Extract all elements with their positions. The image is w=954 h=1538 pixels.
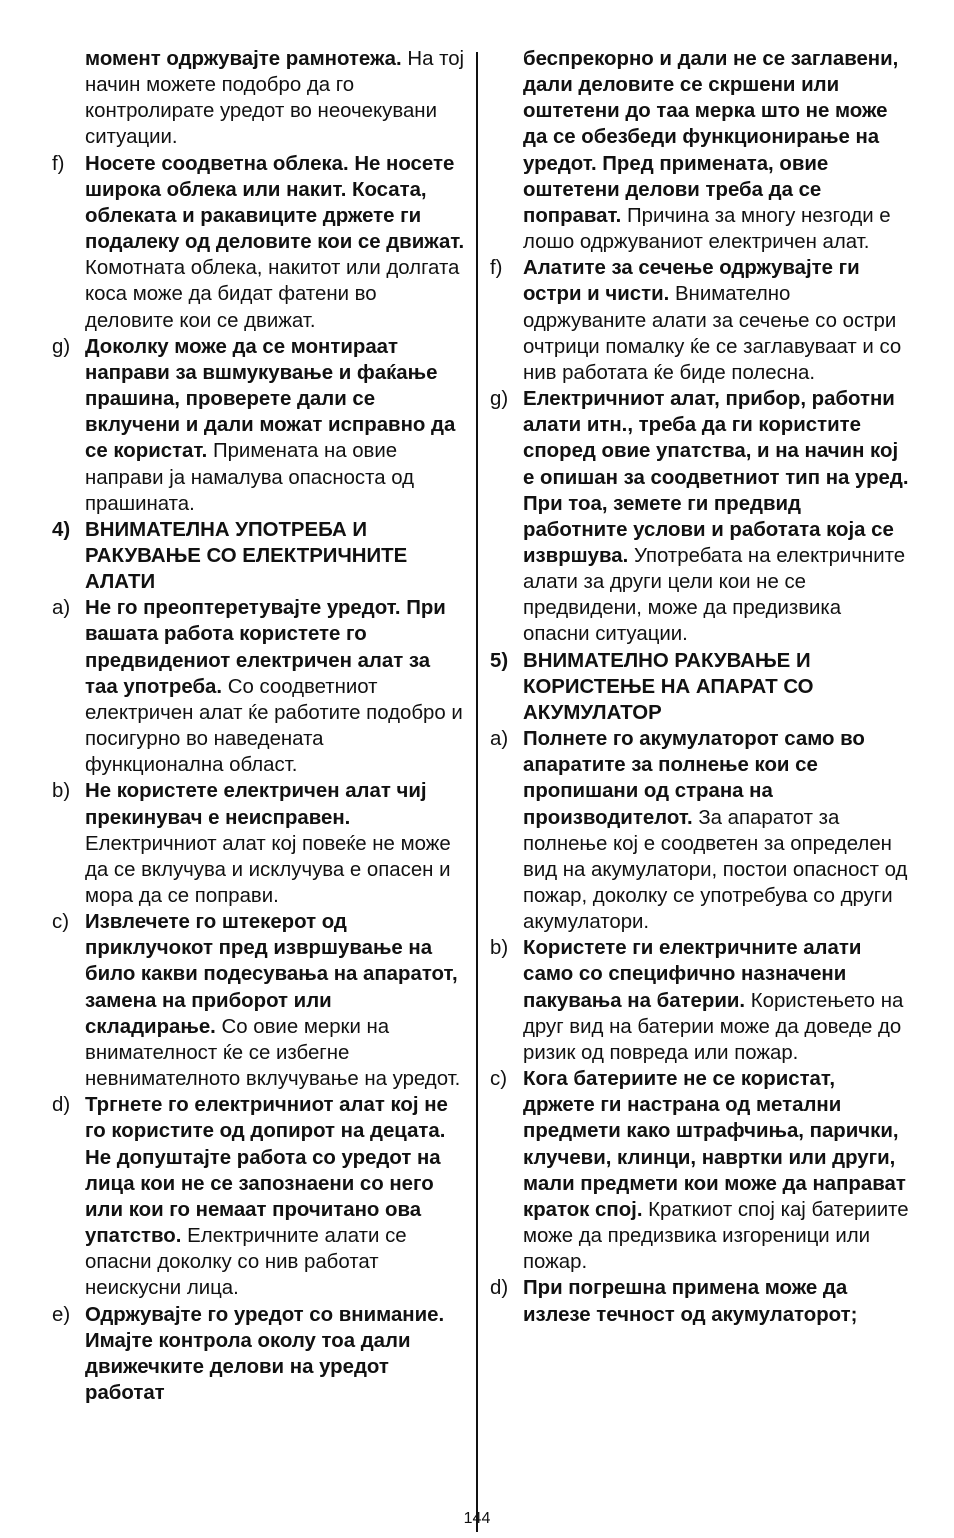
page-number: 144: [463, 1510, 491, 1527]
item-bold-text: При погрешна примена може да излезе течност од акумулаторот;: [523, 1277, 858, 1326]
item-text: Електричните алати се опасни доколку со нив работат неискусни лица.: [85, 1225, 407, 1300]
item-bold-text: Тргнете го електричниот алат кој не го користите од допирот на децата. Не допуштајте работа со уредот на лица кои не се запознаени со него или кои го немаат прочитано ова упатство.: [85, 1094, 448, 1248]
item-bold-text: Доколку може да се монтираат направи за вшмукување и фаќање прашина, проверете дали се вклучени и дали можат исправно да се користат.: [85, 335, 456, 463]
item-label: a): [490, 728, 509, 751]
item-bold-text: Не го преоптеретувајте уредот. При вашата работа користете го предвидениот електричен алат за таа употреба.: [85, 597, 446, 698]
item-text: Комотната облека, накитот или долгата коса може да бидат фатени во деловите кои се движат.: [85, 257, 460, 332]
item-bold-text: Одржувајте го уредот со внимание. Имајте контрола околу тоа дали движечките делови на уредот работат: [85, 1303, 445, 1404]
section-title: ВНИМАТЕЛНО РАКУВАЊЕ И КОРИСТЕЊЕ НА АПАРАТ СО АКУМУЛАТОР: [523, 649, 814, 724]
item-label: f): [52, 152, 65, 175]
section-number: 5): [490, 649, 509, 672]
item-label: d): [490, 1277, 509, 1300]
item-text: Со овие мерки на внимателност ќе се избегне невнимателното вклучување на уредот.: [85, 1015, 461, 1091]
item-bold-text: Не користете електричен алат чиј прекинувач е неисправен.: [85, 780, 427, 829]
item-label: f): [490, 257, 503, 280]
list-item: [52, 778, 466, 909]
item-label: c): [52, 911, 69, 934]
item-label: c): [490, 1068, 507, 1091]
list-item: [490, 255, 910, 386]
left-column: [52, 46, 466, 1406]
list-item: [52, 1302, 466, 1407]
section-number: 4): [52, 518, 71, 541]
item-text: Електричниот алат кој повеќе не може да се вклучува и исклучува е опасен и мора да се поправи.: [85, 832, 451, 907]
item-text: Со соодветниот електричен алат ќе работите подобро и посигурно во наведената функционална област.: [85, 675, 463, 777]
item-bold-text: Алатите за сечење одржувајте ги остри и чисти.: [523, 257, 860, 306]
item-label: b): [52, 780, 71, 803]
column-divider: [476, 52, 478, 1532]
item-bold-text: беспрекорно и дали не се заглавени, дали деловите се скршени или оштетени до таа мерка што не може да се обезбеди функционирање на уредот. Пред примената, овие оштетени делови треба да се поправат.: [523, 48, 899, 227]
item-text: Причина за многу незгоди е лошо одржуваниот електричен алат.: [523, 204, 891, 254]
item-text: За апаратот за полнење кој е соодветен за определен вид на акумулатори, постои опасност од пожар, доколку се употребува со други акумулатори.: [523, 806, 908, 934]
item-label: a): [52, 597, 71, 620]
item-text: Употребата на електричните алати за други цели кои не се предвидени, може да предизвика опасни ситуации.: [523, 544, 906, 646]
item-bold-text: Извлечете го штекерот од приклучокот пред извршување на било какви подесувања на апаратот, замена на приборот или складирање.: [85, 911, 458, 1038]
item-bold-text: Електричниот алат, прибор, работни алати итн., треба да ги користите според овие упатства, и на начин кој е опишан за соодветниот тип на уред. При тоа, земете ги предвид работните услови и работата која се извршува.: [523, 388, 909, 567]
list-item: [490, 726, 910, 935]
section-heading: [52, 517, 466, 595]
section-title: ВНИМАТЕЛНА УПОТРЕБА И РАКУВАЊЕ СО ЕЛЕКТРИЧНИТЕ АЛАТИ: [85, 518, 408, 594]
item-label: e): [52, 1303, 71, 1326]
list-item: [52, 46, 466, 151]
item-bold-text: Носете соодветна облека. Не носете широка облека или накит. Косата, облеката и ракавиците држете ги подалеку од деловите кои се движат.: [85, 152, 465, 254]
item-label: b): [490, 937, 509, 960]
list-item: [490, 935, 910, 1066]
item-text: Користењето на друг вид на батерии може да доведе до ризик од повреда или пожар.: [523, 989, 904, 1064]
item-text: Внимателно одржуваните алати за сечење со остри очтрици помалку ќе се заглавуваат и со нив работата ќе биде полесна.: [523, 283, 902, 384]
item-text: На тој начин можете подобро да го контролирате уредот во неочекувани ситуации.: [85, 48, 465, 149]
item-bold-text: момент одржувајте рамнотежа.: [85, 48, 402, 70]
list-item: [52, 909, 466, 1092]
item-bold-text: Кога батериите не се користат, држете ги настрана од метални предмети како штрафчиња, парички, клучеви, клинци, навртки или други, мали предмети кои може да направат краток спој.: [523, 1068, 906, 1221]
item-label: d): [52, 1094, 71, 1117]
list-item: [490, 1066, 910, 1275]
right-column: [490, 46, 910, 1328]
item-bold-text: Полнете го акумулаторот само во апаратите за полнење кои се пропишани од страна на производителот.: [523, 728, 865, 829]
item-label: g): [52, 335, 71, 358]
item-text: Примената на овие направи ја намалува опасноста од прашината.: [85, 440, 415, 515]
list-item: [490, 386, 910, 648]
section-heading: [490, 648, 910, 726]
list-item: [52, 595, 466, 778]
item-label: g): [490, 388, 509, 411]
list-item: [52, 334, 466, 517]
list-item: [52, 151, 466, 334]
list-item: [490, 46, 910, 255]
item-bold-text: Користете ги електричните алати само со специфично назначени пакувања на батерии.: [523, 937, 862, 1012]
item-text: Краткиот спој кај батериите може да предизвика изгореници или пожар.: [523, 1198, 909, 1274]
list-item: [490, 1275, 910, 1327]
list-item: [52, 1092, 466, 1301]
